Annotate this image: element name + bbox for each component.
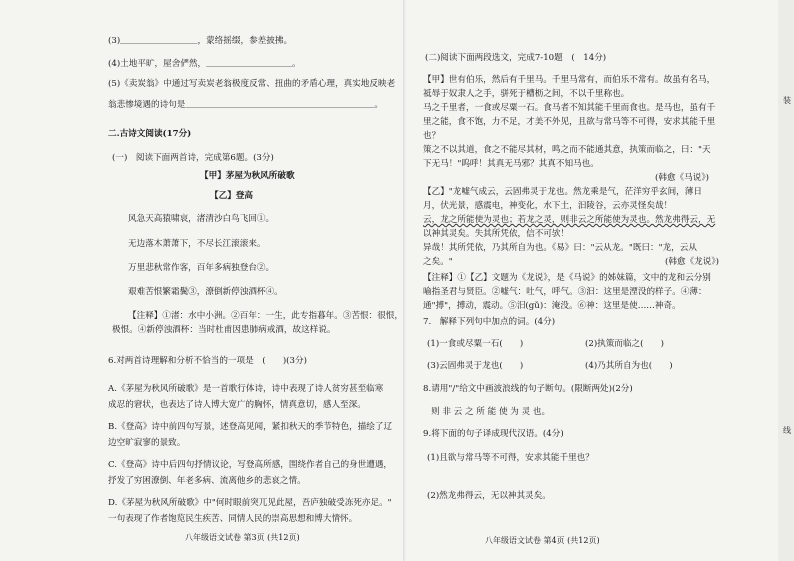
poem-line-2: 无边落木萧萧下，不尽长江滚滚来。 — [128, 239, 266, 249]
question-3: (3)＿＿＿＿＿＿＿＿＿，蒙络摇缀，参差披拂。 — [108, 36, 293, 46]
binding-margin — [778, 0, 794, 561]
poem-line-1: 风急天高猿啸哀，渚清沙白鸟飞回①。 — [128, 214, 275, 224]
source-b: (韩愈《龙说》) — [665, 257, 719, 267]
question-7-item1: (1)一食或尽粟一石( ) — [427, 339, 524, 349]
right-page-footer: 八年级语文试卷 第4页 (共12页) — [485, 536, 600, 545]
question-8-sentence: 则 非 云 之 所 能 使 为 灵 也。 — [431, 407, 551, 417]
question-5-line2: 翁悲惨境遇的诗句是＿＿＿＿＿＿＿＿＿＿＿＿＿＿＿＿＿＿＿＿＿＿。 — [108, 100, 384, 110]
part-2-heading: (二)阅读下面两段选文，完成7-10题 ( 14分) — [425, 53, 607, 63]
passage-a-line6: 策之不以其道，食之不能尽其材，鸣之而不能通其意，执策而临之，曰："天 — [423, 145, 711, 155]
question-9-item1: (1)且欲与常马等不可得，安求其能千里也？ — [427, 453, 594, 463]
passage-a-line3: 马之千里者，一食或尽粟一石。食马者不知其能千里而食也。是马也，虽有千 — [423, 103, 716, 113]
question-7-item3: (3)云固弗灵于龙也( ) — [427, 361, 524, 371]
poem-note-2: 极恨。④新停浊酒杯：当时杜甫因患肺病戒酒，故这样说。 — [112, 325, 336, 335]
left-page-footer: 八年级语文试卷 第3页 (共12页) — [185, 533, 300, 542]
question-7-item2: (2)执策而临之( ) — [585, 339, 665, 349]
right-page — [405, 0, 794, 561]
passage-a-line5: 也？ — [423, 131, 441, 141]
option-c-line2: 抒发了穷困潦倒、年老多病、流离他乡的悲哀之情。 — [108, 476, 306, 486]
passage-note-1: 【注释】①【乙】文题为《龙说》，是《马说》的姊妹篇，文中的龙和云分别 — [423, 273, 711, 283]
question-9-item2: (2)然龙弗得云，无以神其灵矣。 — [427, 491, 551, 501]
passage-a-line1: 【甲】世有伯乐，然后有千里马。千里马常有，而伯乐不常有。故虽有名马， — [423, 75, 716, 85]
question-7-item4: (4)乃其所自为也( ) — [585, 361, 673, 371]
option-a-line2: 成忍的窘状，也表达了诗人博大宽广的胸怀，情真意切，感人至深。 — [108, 400, 366, 410]
passage-note-3: 通"搏"，搏动，震动。⑤汨(gǔ)：淹没。⑥神：这里是使……神奇。 — [423, 301, 681, 311]
binding-mark-bottom: 线 — [783, 426, 791, 435]
passage-b-line2: 月，伏光景，感震电，神变化，水下土，汩陵谷，云亦灵怪矣哉！ — [423, 201, 673, 211]
section-2-heading: 二.古诗文阅读(17分) — [108, 129, 192, 139]
question-8: 8.请用"/"给文中画波浪线的句子断句。(限断两处)(2分) — [423, 384, 633, 394]
question-6: 6.对两首诗理解和分析不恰当的一项是 ( )(3分) — [108, 356, 307, 366]
binding-mark-top: 装 — [783, 96, 791, 105]
option-b-line1: B.《登高》诗中前四句写景，述登高见闻，紧扣秋天的季节特色，描绘了辽 — [108, 422, 393, 432]
part-1-heading: (一) 阅读下面两首诗，完成第6题。(3分) — [112, 153, 274, 163]
passage-b-line4: 以神其灵矣。失其所凭依，信不可欤！ — [423, 229, 570, 239]
passage-b-line5: 异哉！其所凭依，乃其所自为也。《易》曰："云从龙。"既曰："龙，云从 — [423, 243, 697, 253]
question-5-line1: (5)《卖炭翁》中通过写卖炭老翁极度反常、扭曲的矛盾心理，真实地反映老 — [108, 79, 396, 89]
question-4: (4)土地平旷，屋舍俨然，＿＿＿＿＿＿＿＿＿＿。 — [108, 59, 301, 69]
poem-a-title: 【甲】茅屋为秋风所破歌 — [200, 171, 295, 181]
option-b-line2: 边空旷寂寥的景致。 — [108, 438, 186, 448]
option-c-line1: C.《登高》诗中后四句抒情议论，写登高所感，围绕作者自己的身世遭遇， — [108, 460, 393, 470]
passage-a-line2: 祗辱于奴隶人之手，骈死于槽枥之间，不以千里称也。 — [423, 89, 630, 99]
passage-note-2: 喻指圣君与贤臣。②嘘气：吐气，呼气。③汩：这里是湮没的样子。④薄： — [423, 287, 707, 297]
passage-a-line7: 下无马！"呜呼！其真无马邪？其真不知马也。 — [423, 159, 599, 169]
passage-b-line6: 之矣。" — [423, 257, 453, 267]
source-a: (韩愈《马说》) — [655, 173, 709, 183]
passage-b-line3: 云，龙之所能使为灵也；若龙之灵，则非云之所能使为灵也。然龙弗得云，无 — [423, 215, 716, 225]
passage-b-line1: 【乙】"龙嘘气成云，云固弗灵于龙也。然龙乘是气，茫洋穷乎玄间，薄日 — [423, 187, 702, 197]
option-d-line1: D.《茅屋为秋风所破歌》中"何时眼前突兀见此屋，吾庐独破受冻死亦足。" — [108, 498, 392, 508]
poem-note-1: 【注释】①渚：水中小洲。②百年：一生，此专指暮年。③苦恨：很恨， — [128, 311, 404, 321]
passage-a-line4: 里之能，食不饱，力不足，才美不外见，且欲与常马等不可得，安求其能千里 — [423, 117, 716, 127]
question-7: 7. 解释下列句中加点的词。(4分) — [423, 317, 556, 327]
question-9: 9.将下面的句子译成现代汉语。(4分) — [423, 429, 564, 439]
poem-b-title: 【乙】登高 — [210, 191, 253, 201]
poem-line-4: 艰难苦恨繁霜鬓③，潦倒新停浊酒杯④。 — [128, 287, 283, 297]
option-a-line1: A.《茅屋为秋风所破歌》是一首歌行体诗，诗中表现了诗人贫穷甚至临寒 — [108, 384, 384, 394]
poem-line-3: 万里悲秋常作客，百年多病独登台②。 — [128, 263, 275, 273]
option-d-line2: 一句表现了作者饱览民生疾苦、同情人民的崇高思想和博大情怀。 — [108, 514, 358, 524]
